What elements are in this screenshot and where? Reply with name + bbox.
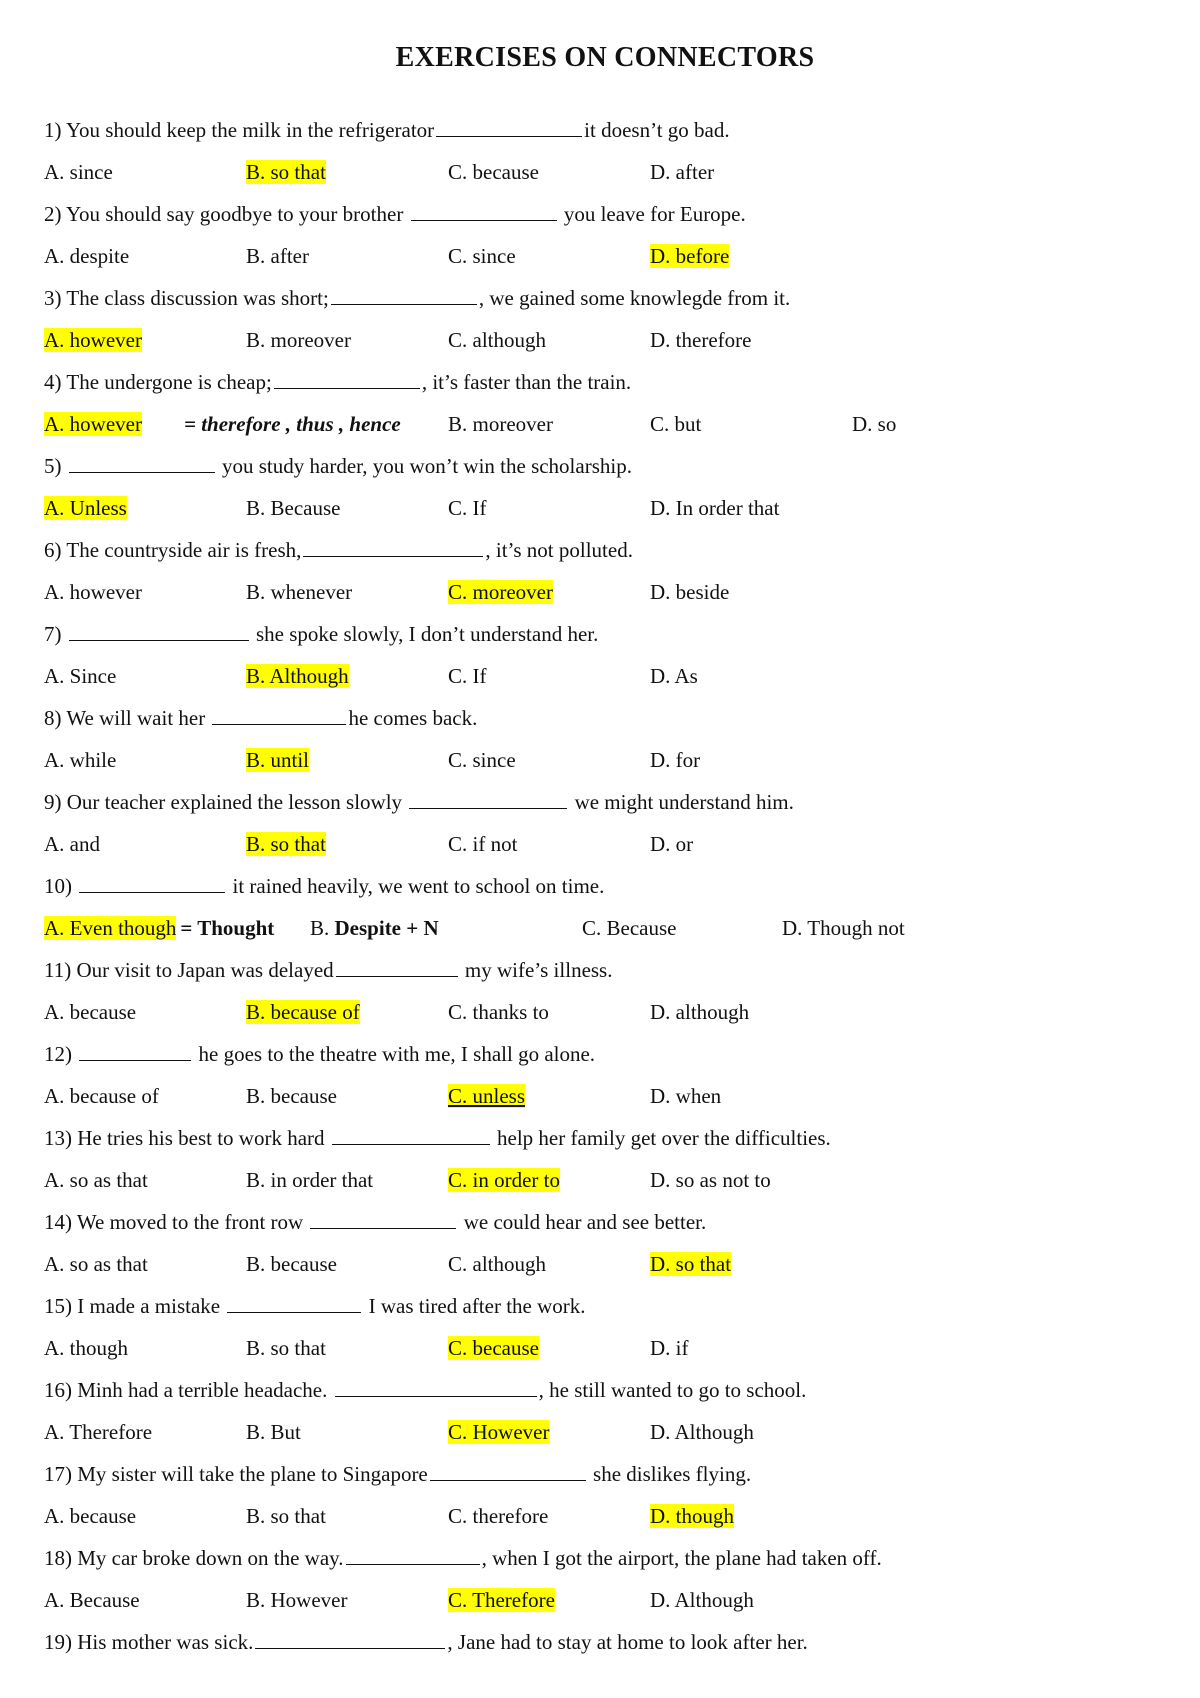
question-text [44, 700, 1164, 742]
question-text [44, 868, 1164, 910]
option-label: D. although [650, 1000, 750, 1024]
question-item [44, 1624, 1164, 1666]
question-stem-end: I was tired after the work. [363, 1294, 586, 1318]
option-label: B. so that [246, 160, 326, 184]
question-item [44, 784, 1164, 868]
option-c[interactable] [448, 1246, 546, 1282]
question-stem: 18) My car broke down on the way. [44, 1546, 344, 1570]
option-label: B. Because [246, 496, 341, 520]
option-b[interactable] [246, 154, 326, 190]
option-label: C. unless [448, 1084, 526, 1108]
option-label: C. since [448, 748, 516, 772]
option-label: D. Although [650, 1420, 754, 1444]
question-text [44, 364, 1164, 406]
question-stem-end: it doesn’t go bad. [584, 118, 730, 142]
option-label: B. Although [246, 664, 349, 688]
option-label: D. beside [650, 580, 730, 604]
question-item [44, 1120, 1164, 1204]
answer-blank[interactable] [430, 1460, 586, 1481]
options-row [44, 1582, 1164, 1624]
question-stem-end: you study harder, you won’t win the scholarship. [216, 454, 632, 478]
question-stem: 6) The countryside air is fresh, [44, 538, 302, 562]
question-stem-end: , when I got the airport, the plane had taken off. [481, 1546, 882, 1570]
option-b[interactable] [246, 490, 340, 526]
question-stem: 4) The undergone is cheap; [44, 370, 272, 394]
options-row [44, 1246, 1164, 1288]
question-stem-end: , it’s faster than the train. [421, 370, 632, 394]
question-stem: 14) We moved to the front row [44, 1210, 309, 1234]
option-label: D. so as not to [650, 1168, 771, 1192]
option-c[interactable] [448, 658, 487, 694]
question-stem: 12) [44, 1042, 78, 1066]
option-a[interactable] [44, 1414, 152, 1450]
option-c[interactable] [582, 910, 676, 946]
question-text [44, 1372, 1164, 1414]
option-label: A. Because [44, 1588, 140, 1612]
question-stem-end: it rained heavily, we went to school on time. [227, 874, 605, 898]
question-item [44, 1288, 1164, 1372]
question-text [44, 1120, 1164, 1162]
option-d[interactable] [782, 910, 905, 946]
option-a[interactable] [44, 910, 274, 946]
question-item [44, 112, 1164, 196]
question-stem: 17) My sister will take the plane to Singapore [44, 1462, 428, 1486]
question-item [44, 196, 1164, 280]
option-b[interactable] [448, 406, 553, 442]
options-row [44, 322, 1164, 364]
question-item [44, 448, 1164, 532]
question-item [44, 952, 1164, 1036]
options-row [44, 1414, 1164, 1456]
option-label: C. thanks to [448, 1000, 549, 1024]
option-c[interactable] [448, 1330, 539, 1366]
option-label: D. therefore [650, 328, 752, 352]
option-label: C. because [448, 1336, 539, 1360]
option-b[interactable] [246, 1246, 337, 1282]
options-row [44, 1498, 1164, 1540]
option-label: A. while [44, 748, 117, 772]
option-label: B. because [246, 1084, 337, 1108]
option-d[interactable] [650, 574, 729, 610]
options-row [44, 910, 1164, 952]
question-item [44, 868, 1164, 952]
question-stem-end: he comes back. [348, 706, 478, 730]
option-label: D. if [650, 1336, 689, 1360]
question-item [44, 1372, 1164, 1456]
options-row [44, 826, 1164, 868]
option-d[interactable] [650, 1414, 754, 1450]
option-label: A. since [44, 160, 113, 184]
option-label: B. because [246, 1252, 337, 1276]
option-label: B. until [246, 748, 310, 772]
option-a[interactable] [44, 742, 116, 778]
option-label: C. although [448, 328, 546, 352]
option-label: D. before [650, 244, 730, 268]
question-text [44, 1204, 1164, 1246]
option-label: B. in order that [246, 1168, 374, 1192]
option-label: C. If [448, 496, 487, 520]
option-b[interactable] [310, 910, 439, 946]
option-label: A. so as that [44, 1252, 148, 1276]
option-label: A. so as that [44, 1168, 148, 1192]
question-text [44, 1624, 1164, 1666]
option-label: B. moreover [246, 328, 351, 352]
options-row [44, 574, 1164, 616]
option-c[interactable] [448, 1162, 560, 1198]
answer-blank[interactable] [436, 116, 582, 137]
option-d[interactable] [650, 322, 751, 358]
option-label: C. Because [582, 916, 677, 940]
option-d[interactable] [650, 1330, 689, 1366]
question-stem-end: she spoke slowly, I don’t understand her. [250, 622, 599, 646]
option-d[interactable] [852, 406, 896, 442]
option-d[interactable] [650, 490, 779, 526]
option-label: A. however [44, 412, 142, 436]
option-label: D. though [650, 1504, 734, 1528]
question-item [44, 616, 1164, 700]
option-label: C. in order to [448, 1168, 560, 1192]
question-stem: 10) [44, 874, 78, 898]
option-label: B. so that [246, 832, 326, 856]
question-stem: 9) Our teacher explained the lesson slowly [44, 790, 408, 814]
question-stem: 19) His mother was sick. [44, 1630, 254, 1654]
option-label: B. because of [246, 1000, 360, 1024]
option-c[interactable] [448, 322, 546, 358]
answer-blank[interactable] [69, 620, 249, 641]
question-item [44, 532, 1164, 616]
options-row [44, 1078, 1164, 1120]
option-d[interactable] [650, 742, 700, 778]
answer-note: = Thought [180, 916, 275, 940]
question-item [44, 700, 1164, 784]
option-b[interactable] [246, 238, 309, 274]
option-d[interactable] [650, 1582, 754, 1618]
option-b[interactable] [246, 1582, 347, 1618]
option-c[interactable] [448, 1078, 525, 1114]
option-label: B. moreover [448, 412, 553, 436]
answer-blank[interactable] [79, 1040, 191, 1061]
option-c[interactable] [448, 1582, 555, 1618]
answer-blank[interactable] [409, 788, 567, 809]
question-stem: 13) He tries his best to work hard [44, 1126, 330, 1150]
option-label: C. If [448, 664, 487, 688]
question-text [44, 616, 1164, 658]
option-label: A. because [44, 1504, 137, 1528]
option-a[interactable] [44, 1162, 148, 1198]
question-stem: 3) The class discussion was short; [44, 286, 329, 310]
question-stem: 16) Minh had a terrible headache. [44, 1378, 333, 1402]
option-d[interactable] [650, 1078, 721, 1114]
option-c[interactable] [448, 1498, 548, 1534]
question-stem-end: , it’s not polluted. [485, 538, 633, 562]
answer-blank[interactable] [335, 1376, 537, 1397]
option-b[interactable] [246, 742, 309, 778]
question-stem-end: we might understand him. [569, 790, 794, 814]
question-text [44, 1036, 1164, 1078]
option-d[interactable] [650, 238, 729, 274]
question-text [44, 952, 1164, 994]
question-text [44, 532, 1164, 574]
option-a[interactable] [44, 154, 113, 190]
option-a[interactable] [44, 994, 136, 1030]
option-label: A. despite [44, 244, 130, 268]
option-b[interactable] [246, 1330, 326, 1366]
option-label: A. Since [44, 664, 117, 688]
options-row [44, 742, 1164, 784]
option-b[interactable] [246, 1078, 337, 1114]
option-label: A. because [44, 1000, 137, 1024]
option-label: B. so that [246, 1336, 326, 1360]
option-label: D. when [650, 1084, 722, 1108]
option-d[interactable] [650, 658, 698, 694]
option-label: B. [310, 916, 335, 940]
option-label: C. but [650, 412, 702, 436]
option-label: C. although [448, 1252, 546, 1276]
option-b[interactable] [246, 658, 349, 694]
question-stem-end: he goes to the theatre with me, I shall go alone. [193, 1042, 596, 1066]
option-b[interactable] [246, 994, 360, 1030]
option-label: C. because [448, 160, 539, 184]
question-stem-end: , we gained some knowlegde from it. [478, 286, 791, 310]
option-label: D. so that [650, 1252, 732, 1276]
option-d[interactable] [650, 994, 749, 1030]
option-b[interactable] [246, 1498, 326, 1534]
question-stem-end: you leave for Europe. [558, 202, 746, 226]
option-label: A. Therefore [44, 1420, 153, 1444]
question-text [44, 784, 1164, 826]
option-a[interactable] [44, 658, 116, 694]
option-c[interactable] [448, 238, 516, 274]
question-item [44, 1204, 1164, 1288]
options-row [44, 238, 1164, 280]
question-stem-end: she dislikes flying. [587, 1462, 752, 1486]
option-d[interactable] [650, 1246, 731, 1282]
option-label: C. if not [448, 832, 518, 856]
option-label: C. therefore [448, 1504, 549, 1528]
option-a[interactable] [44, 826, 100, 862]
answer-blank[interactable] [310, 1208, 456, 1229]
option-label: A. though [44, 1336, 128, 1360]
option-a[interactable] [44, 406, 142, 442]
option-label: D. As [650, 664, 698, 688]
question-text [44, 112, 1164, 154]
option-d[interactable] [650, 1498, 734, 1534]
question-item [44, 1456, 1164, 1540]
answer-blank[interactable] [274, 368, 420, 389]
question-stem-end: , he still wanted to go to school. [538, 1378, 807, 1402]
option-a[interactable] [44, 1498, 136, 1534]
option-label: A. Even though [44, 916, 177, 940]
option-label: A. because of [44, 1084, 159, 1108]
question-stem-end: help her family get over the difficulties. [491, 1126, 831, 1150]
option-label: D. Though not [782, 916, 905, 940]
option-label: A. however [44, 328, 142, 352]
option-a[interactable] [44, 574, 142, 610]
option-label: A. and [44, 832, 100, 856]
question-stem: 8) We will wait her [44, 706, 211, 730]
option-label: B. But [246, 1420, 301, 1444]
question-stem: 15) I made a mistake [44, 1294, 226, 1318]
option-d[interactable] [650, 1162, 771, 1198]
option-label: B. whenever [246, 580, 353, 604]
option-a[interactable] [44, 322, 142, 358]
option-c[interactable] [650, 406, 701, 442]
question-text [44, 196, 1164, 238]
option-b[interactable] [246, 574, 352, 610]
question-item [44, 1540, 1164, 1624]
answer-blank[interactable] [255, 1628, 445, 1649]
option-a[interactable] [44, 490, 127, 526]
option-c[interactable] [448, 154, 539, 190]
answer-blank[interactable] [303, 536, 483, 557]
option-label: C. Therefore [448, 1588, 555, 1612]
answer-blank[interactable] [79, 872, 225, 893]
question-item [44, 280, 1164, 364]
option-label: D. so [852, 412, 897, 436]
question-stem-end: my wife’s illness. [459, 958, 613, 982]
option-d[interactable] [650, 154, 714, 190]
option-label: C. moreover [448, 580, 553, 604]
option-label: A. however [44, 580, 142, 604]
question-stem-end: , Jane had to stay at home to look after her. [447, 1630, 808, 1654]
option-b[interactable] [246, 1162, 373, 1198]
question-stem: 11) Our visit to Japan was delayed [44, 958, 334, 982]
page-title: EXERCISES ON CONNECTORS [395, 42, 815, 73]
option-a[interactable] [44, 1582, 140, 1618]
option-b[interactable] [246, 1414, 301, 1450]
options-row [44, 1162, 1164, 1204]
options-row [44, 994, 1164, 1036]
question-text [44, 448, 1164, 490]
question-text [44, 1288, 1164, 1330]
option-label: D. or [650, 832, 694, 856]
question-stem: 7) [44, 622, 67, 646]
question-stem: 1) You should keep the milk in the refrigerator [44, 118, 435, 142]
question-item [44, 364, 1164, 448]
options-row [44, 1330, 1164, 1372]
option-c[interactable] [448, 490, 487, 526]
option-label: D. for [650, 748, 701, 772]
question-stem: 5) [44, 454, 67, 478]
option-label: D. after [650, 160, 715, 184]
question-text [44, 1540, 1164, 1582]
option-d[interactable] [650, 826, 693, 862]
answer-blank[interactable] [331, 284, 477, 305]
option-label: C. since [448, 244, 516, 268]
option-b[interactable] [246, 826, 326, 862]
answer-blank[interactable] [346, 1544, 480, 1565]
question-text [44, 280, 1164, 322]
option-a[interactable] [44, 238, 129, 274]
option-a[interactable] [44, 1330, 128, 1366]
option-c[interactable] [448, 826, 517, 862]
options-row [44, 658, 1164, 700]
options-row [44, 154, 1164, 196]
option-c[interactable] [448, 994, 549, 1030]
option-label: A. Unless [44, 496, 127, 520]
option-label: D. In order that [650, 496, 780, 520]
answer-blank[interactable] [332, 1124, 490, 1145]
option-label: B. so that [246, 1504, 326, 1528]
exercise-list [44, 112, 1164, 1666]
answer-blank[interactable] [336, 956, 458, 977]
option-a[interactable] [44, 1078, 159, 1114]
answer-blank[interactable] [227, 1292, 361, 1313]
answer-blank[interactable] [69, 452, 215, 473]
question-stem-end: we could hear and see better. [458, 1210, 707, 1234]
option-a[interactable] [44, 1246, 148, 1282]
option-label: C. However [448, 1420, 550, 1444]
answer-note: = therefore , thus , hence [184, 412, 401, 436]
option-c[interactable] [448, 742, 516, 778]
answer-blank[interactable] [212, 704, 346, 725]
option-c[interactable] [448, 574, 553, 610]
question-stem: 2) You should say goodbye to your brother [44, 202, 409, 226]
options-row [44, 490, 1164, 532]
options-row [44, 406, 1164, 448]
answer-note: Despite + N [334, 916, 439, 940]
option-label: B. However [246, 1588, 348, 1612]
option-c[interactable] [448, 1414, 549, 1450]
option-label: D. Although [650, 1588, 754, 1612]
option-label: B. after [246, 244, 309, 268]
option-b[interactable] [246, 322, 351, 358]
question-text [44, 1456, 1164, 1498]
answer-blank[interactable] [411, 200, 557, 221]
question-item [44, 1036, 1164, 1120]
